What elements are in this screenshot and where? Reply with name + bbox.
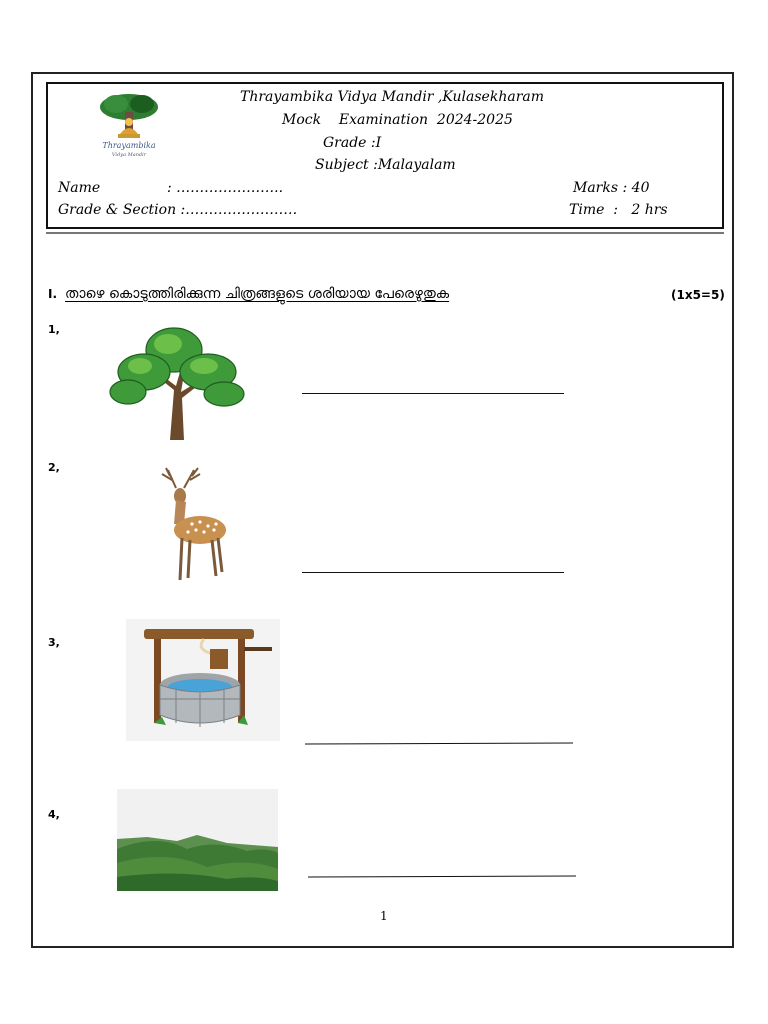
logo-text-line: Thrayambika [102, 141, 156, 150]
name-blank[interactable]: : ………………….. [167, 180, 284, 196]
item-number-1: 1, [48, 323, 60, 336]
tree-icon [104, 320, 248, 442]
item-number-4: 4, [48, 808, 60, 821]
grade-label: Grade :I [323, 135, 382, 151]
grade-section-label[interactable]: Grade & Section :…………………… [58, 202, 298, 218]
hills-icon [117, 789, 278, 891]
time-label: Time : 2 hrs [569, 202, 668, 218]
item-number-2: 2, [48, 461, 60, 474]
question-title [48, 286, 449, 302]
deer-icon [154, 466, 228, 584]
question-number: I. [48, 287, 58, 301]
question-text: താഴെ കൊടുത്തിരിക്കുന്ന ചിത്രങ്ങളുടെ ശരിയായ പേരെഴുതുക [65, 286, 450, 302]
well-icon [126, 619, 280, 741]
header-divider [46, 232, 724, 234]
school-name: Thrayambika Vidya Mandir ,Kulasekharam [240, 89, 545, 105]
logo-text [98, 142, 160, 159]
page-number: 1 [380, 909, 388, 923]
subject-label: Subject :Malayalam [315, 157, 456, 173]
exam-title: Mock Examination 2024-2025 [282, 112, 513, 128]
marks-label: Marks : 40 [573, 180, 650, 196]
item-number-3: 3, [48, 636, 60, 649]
logo-subtext: Vidya Mandir [111, 152, 147, 158]
name-label: Name [58, 180, 101, 196]
question-marks: (1x5=5) [671, 288, 725, 302]
answer-line-2[interactable] [302, 572, 564, 573]
answer-line-1[interactable] [302, 393, 564, 394]
